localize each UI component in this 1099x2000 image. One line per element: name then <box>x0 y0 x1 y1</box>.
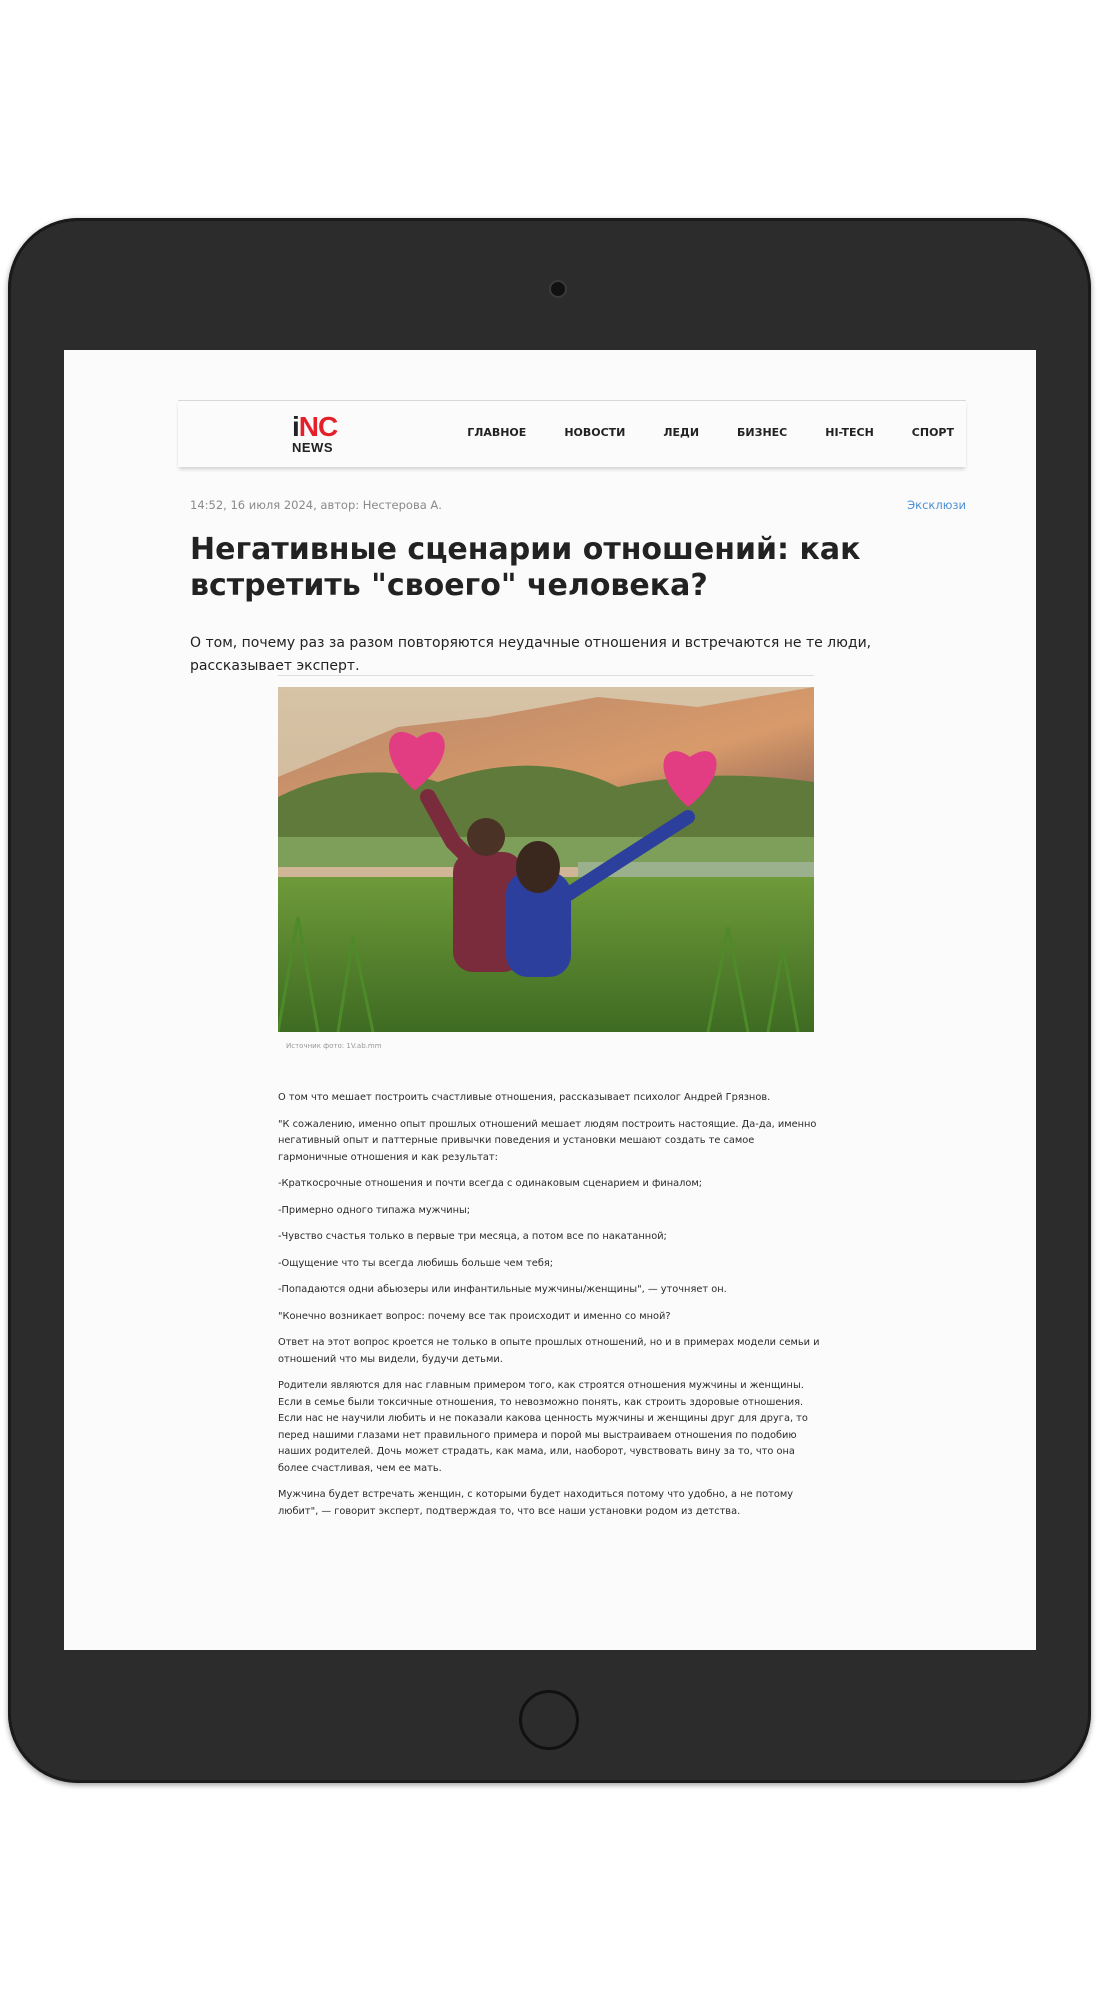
site-logo[interactable] <box>292 413 342 457</box>
photo-caption: Источник фото: 1V.ab.mm <box>286 1042 382 1050</box>
nav-item-main[interactable]: ГЛАВНОЕ <box>467 426 527 439</box>
nav-item-news[interactable]: НОВОСТИ <box>564 426 626 439</box>
body-paragraph: "Конечно возникает вопрос: почему все так происходит и именно со мной? <box>278 1310 671 1322</box>
body-paragraph: -Примерно одного типажа мужчины; <box>278 1204 471 1216</box>
article-photo <box>278 687 814 1032</box>
camera-dot <box>549 280 567 298</box>
nav-item-business[interactable]: БИЗНЕС <box>737 426 788 439</box>
article-title: Негативные сценарии отношений: как встретить "своего" человека? <box>190 532 861 603</box>
body-paragraph: -Ощущение что ты всегда любишь больше чем тебя; <box>278 1257 554 1269</box>
nav-item-sport[interactable]: СПОРТ <box>911 426 954 439</box>
body-paragraph: -Чувство счастья только в первые три месяца, а потом все по накатанной; <box>278 1231 667 1242</box>
body-paragraph: "К сожалению, именно опыт прошлых отношений мешает людям построить настоящие. Да-да, именно негативный опыт и паттерные привычки поведения и установки мешают создать те самое гармоничные отношения и как результат: <box>278 1118 817 1163</box>
divider <box>278 675 814 676</box>
browser-screen <box>64 350 1036 1650</box>
logo-news: NEWS <box>292 440 333 455</box>
logo-nc: NC <box>298 411 338 442</box>
tablet-frame <box>8 218 1091 1783</box>
main-nav <box>467 426 954 439</box>
logo-inc <box>292 413 337 441</box>
article-lead: О том, почему раз за разом повторяются неудачные отношения и встречаются не те люди, рассказывает эксперт. <box>190 635 872 674</box>
body-paragraph: -Краткосрочные отношения и почти всегда с одинаковым сценарием и финалом; <box>278 1178 703 1189</box>
nav-item-hitech[interactable]: HI-TECH <box>825 426 874 439</box>
body-paragraph: Мужчина будет встречать женщин, с которыми будет находиться потому что удобно, а не потому любит", — говорит эксперт, подтверждая то, что все наши установки родом из детства. <box>278 1489 794 1517</box>
body-paragraph: Ответ на этот вопрос кроется не только в опыте прошлых отношений, но и в примерах модели семьи и отношений что мы видели, будучи детьми. <box>278 1337 820 1365</box>
home-button[interactable] <box>519 1690 579 1750</box>
body-paragraph: -Попадаются одни абьюзеры или инфантильные мужчины/женщины", — уточняет он. <box>278 1284 727 1295</box>
site-header <box>178 400 966 467</box>
exclusive-link[interactable]: Эксклюзи <box>907 498 966 512</box>
article-meta: 14:52, 16 июля 2024, автор: Нестерова А. <box>190 498 442 512</box>
logo-i: i <box>292 411 299 442</box>
body-paragraph: Родители являются для нас главным примером того, как строятся отношения мужчины и женщины. Если в семье были токсичные отношения, то невозможно понять, как строить здоровые отношения. Если нас не научили любить и не показали какова ценность мужчины и женщины друг для друга, то перед нашими глазами нет правильного примера и порой мы выстраиваем отношения по подобию наших родителей. Дочь может страдать, как мама, или, наоборот, чувствовать вину за то, что она более счастливая, чем ее мать. <box>278 1380 808 1474</box>
nav-item-ladies[interactable]: ЛЕДИ <box>663 426 700 439</box>
body-paragraph: О том что мешает построить счастливые отношения, рассказывает психолог Андрей Грязнов. <box>278 1092 771 1103</box>
article-body <box>278 1090 826 1530</box>
